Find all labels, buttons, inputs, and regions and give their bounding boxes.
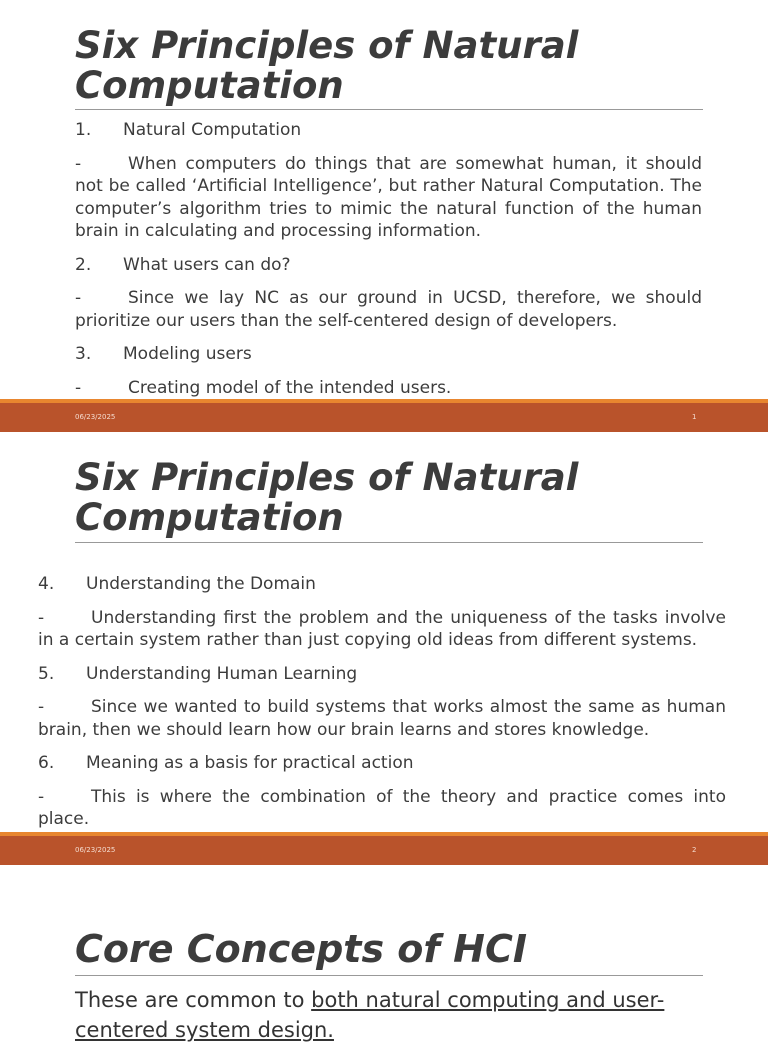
item-heading: Modeling users bbox=[123, 344, 252, 364]
slide-footer bbox=[0, 832, 768, 865]
list-item bbox=[75, 343, 702, 366]
item-description bbox=[75, 377, 702, 400]
item-text: Understanding first the problem and the uniqueness of the tasks involve in a certain system rather than just copying old ideas from different systems. bbox=[38, 607, 726, 650]
item-text: When computers do things that are somewhat human, it should not be called ‘Artificial Intelligence’, but rather Natural Computation. The computer’s algorithm tries to mimic the natural function of the human brain in calculating and processing information. bbox=[75, 153, 702, 241]
footer-page-number: 1 bbox=[692, 413, 697, 421]
slide-title: Core Concepts of HCI bbox=[75, 927, 527, 971]
title-divider bbox=[75, 109, 703, 110]
list-item bbox=[75, 254, 702, 277]
item-number: 5. bbox=[38, 663, 55, 684]
list-item bbox=[38, 573, 726, 596]
slide-3 bbox=[0, 865, 768, 1042]
item-heading: Understanding the Domain bbox=[86, 574, 316, 594]
title-divider bbox=[75, 975, 703, 976]
item-heading: Natural Computation bbox=[123, 120, 302, 140]
item-text: This is where the combination of the theory and practice comes into place. bbox=[38, 786, 726, 829]
item-text: Since we wanted to build systems that works almost the same as human brain, then we should learn how our brain learns and stores knowledge. bbox=[38, 697, 726, 740]
list-item bbox=[38, 752, 726, 775]
slide-2 bbox=[0, 432, 768, 865]
slide-footer bbox=[0, 399, 768, 432]
item-heading: Meaning as a basis for practical action bbox=[86, 753, 414, 773]
item-text: Since we lay NC as our ground in UCSD, therefore, we should prioritize our users than the self-centered design of developers. bbox=[75, 288, 702, 331]
item-description bbox=[75, 153, 702, 243]
slide-title: Six Principles of Natural Computation bbox=[75, 456, 579, 539]
slide-body bbox=[38, 573, 726, 831]
slide-body bbox=[75, 119, 702, 399]
underlined-text: both natural computing and user-centered system design. bbox=[75, 988, 665, 1042]
body-text: These are common to bbox=[75, 988, 312, 1012]
list-item bbox=[75, 119, 702, 142]
footer-page-number: 2 bbox=[692, 846, 697, 854]
list-item bbox=[38, 663, 726, 686]
bullet-dash: - bbox=[38, 786, 45, 807]
footer-date: 06/23/2025 bbox=[75, 846, 116, 854]
slide-title: Six Principles of Natural Computation bbox=[75, 24, 579, 107]
slide-body bbox=[75, 985, 705, 1045]
item-number: 1. bbox=[75, 120, 92, 140]
bullet-dash: - bbox=[75, 153, 82, 174]
bullet-dash: - bbox=[75, 288, 82, 308]
slide-1 bbox=[0, 0, 768, 432]
item-heading: Understanding Human Learning bbox=[86, 663, 358, 684]
title-divider bbox=[75, 542, 703, 543]
bullet-dash: - bbox=[75, 377, 82, 398]
item-description bbox=[38, 607, 726, 652]
bullet-dash: - bbox=[38, 697, 45, 717]
item-text: Creating model of the intended users. bbox=[128, 377, 452, 398]
footer-date: 06/23/2025 bbox=[75, 413, 116, 421]
item-number: 4. bbox=[38, 574, 55, 594]
item-description bbox=[75, 287, 702, 332]
item-number: 2. bbox=[75, 254, 92, 275]
item-number: 6. bbox=[38, 753, 55, 773]
item-description bbox=[38, 786, 726, 831]
item-description bbox=[38, 696, 726, 741]
bullet-dash: - bbox=[38, 607, 45, 628]
item-heading: What users can do? bbox=[123, 254, 291, 275]
item-number: 3. bbox=[75, 344, 92, 364]
